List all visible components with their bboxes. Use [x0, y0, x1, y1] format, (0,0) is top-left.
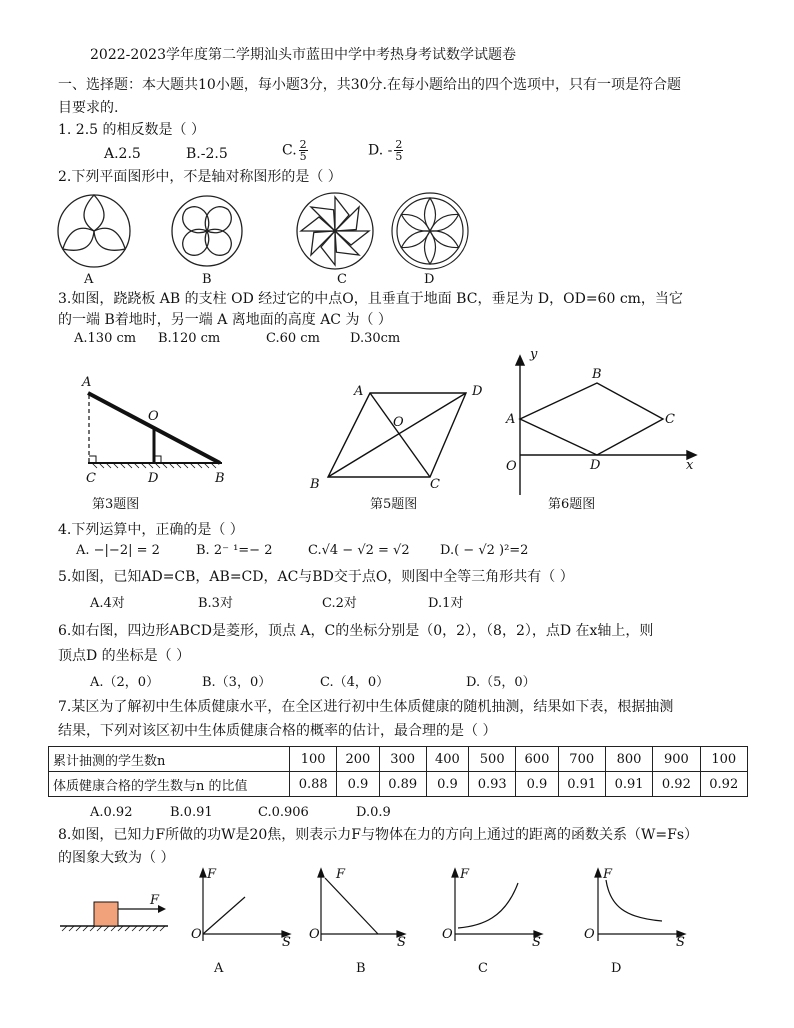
- section-1-line-1: 一、选择题：本大题共10小题，每小题3分，共30分.在每小题给出的四个选项中，只有一项是符合题: [58, 77, 681, 93]
- fig3-caption: 第3题图: [92, 497, 140, 512]
- q3-option-d: D.30cm: [350, 331, 401, 346]
- graph-curve-shape: [203, 897, 245, 934]
- table-cell: 0.88: [290, 772, 337, 797]
- fig5-point-b: B: [310, 477, 320, 492]
- q2-figure-b: [172, 196, 242, 266]
- q1-option-d-letter: D. -: [368, 142, 393, 159]
- q7-option-b: B.0.91: [170, 805, 213, 820]
- q8-label-c: C: [478, 961, 488, 976]
- fig3-point-d: D: [148, 471, 159, 486]
- petal-shape: [89, 222, 130, 257]
- q5-option-d: D.1对: [428, 596, 464, 611]
- table-cell: 0.92: [653, 772, 700, 797]
- fig6-point-b: B: [592, 367, 602, 382]
- q7-line-1: 7.某区为了解初中生体质健康水平，在全区进行初中生体质健康的随机抽测，结果如下表，根据抽测: [58, 699, 674, 715]
- fig5-point-a: A: [354, 384, 364, 399]
- table-cell: 500: [469, 747, 516, 772]
- exam-title: 2022-2023学年度第二学期汕头市蓝田中学中考热身考试数学试题卷: [90, 47, 516, 63]
- q8-graph-d-origin: O: [584, 927, 595, 942]
- petal-shape: [425, 231, 436, 264]
- table-cell: 900: [653, 747, 700, 772]
- q7-line-2: 结果，下列对该区初中生体质健康合格的概率的估计，最合理的是（ ）: [58, 723, 497, 739]
- fig5-caption: 第5题图: [370, 497, 418, 512]
- q8-label-d: D: [611, 961, 622, 976]
- petal-shape: [399, 226, 433, 252]
- q8-line-2: 的图象大致为（ ）: [58, 850, 175, 866]
- table-row-header: 累计抽测的学生数n: [49, 747, 290, 772]
- q8-graph-d-axis-y: F: [603, 867, 613, 882]
- q6-option-c: C.（4，0）: [320, 675, 390, 690]
- fraction-numerator: 2: [395, 138, 403, 151]
- pinwheel-blade-shape: [301, 217, 335, 231]
- fig3-point-c: C: [86, 471, 96, 486]
- q6-option-a: A.（2，0）: [90, 675, 160, 690]
- table-cell: 700: [558, 747, 605, 772]
- fig6-point-d: D: [590, 458, 601, 473]
- q8-graph-c-origin: O: [442, 927, 453, 942]
- right-angle-mark-shape: [89, 456, 96, 463]
- fig6-point-c: C: [665, 412, 675, 427]
- table-cell: 0.92: [700, 772, 747, 797]
- petal-shape: [425, 198, 436, 231]
- q8-graph-a-axis-y: F: [207, 867, 217, 882]
- q5-option-c: C.2对: [322, 596, 357, 611]
- q7-option-c: C.0.906: [258, 805, 309, 820]
- table-cell: 0.9: [426, 772, 468, 797]
- q2-label-a: A: [84, 272, 94, 287]
- q1-stem: 1. 2.5 的相反数是（ ）: [58, 122, 205, 138]
- fig5-point-c: C: [430, 477, 440, 492]
- fig5-point-d: D: [472, 384, 483, 399]
- q4-option-d: D.( − √2 )²=2: [440, 543, 529, 558]
- table-row: [49, 747, 748, 772]
- q1-option-c: [282, 139, 310, 162]
- table-row: [49, 772, 748, 797]
- petal-shape: [177, 201, 215, 239]
- q2-label-b: B: [202, 272, 212, 287]
- petal-shape: [199, 201, 237, 239]
- q3-line-1: 3.如图，跷跷板 AB 的支柱 OD 经过它的中点O，且垂直于地面 BC，垂足为 D，OD=60 cm，当它: [58, 291, 683, 307]
- petal-shape: [427, 226, 461, 252]
- block-shape: [94, 902, 118, 926]
- diagonal-ac-shape: [370, 393, 430, 477]
- q1-option-b: B.-2.5: [186, 146, 228, 162]
- graph-curve-shape: [458, 883, 518, 928]
- q1-option-c-fraction: [299, 139, 308, 162]
- q7-option-d: D.0.9: [356, 805, 391, 820]
- pinwheel-blade-shape: [321, 231, 335, 265]
- q1-option-d: [368, 139, 405, 162]
- q3-option-c: C.60 cm: [266, 331, 320, 346]
- q8-label-b: B: [356, 961, 366, 976]
- q8-graph-b-axis-x: S: [397, 935, 406, 950]
- fig6-point-a: A: [506, 412, 516, 427]
- fig3-point-b: B: [215, 471, 225, 486]
- q6-line-2: 顶点D 的坐标是（ ）: [58, 648, 191, 664]
- table-cell: 400: [426, 747, 468, 772]
- q2-label-d: D: [424, 272, 435, 287]
- q5-option-b: B.3对: [198, 596, 233, 611]
- q7-option-a: A.0.92: [90, 805, 133, 820]
- fraction-numerator: 2: [299, 138, 307, 151]
- fig5-parallelogram: [328, 393, 466, 477]
- q1-option-a: A.2.5: [104, 146, 141, 162]
- table-cell: 100: [290, 747, 337, 772]
- fig3-point-a: A: [82, 375, 92, 390]
- petal-shape: [58, 222, 99, 257]
- graph-curve-shape: [325, 878, 378, 934]
- y-axis-arrow-shape: [516, 356, 524, 365]
- q5-option-a: A.4对: [90, 596, 125, 611]
- q3-option-a: A.130 cm: [74, 331, 137, 346]
- table-cell: 800: [605, 747, 652, 772]
- petal-shape: [199, 223, 237, 261]
- pinwheel-blade-shape: [335, 231, 369, 245]
- q4-stem: 4.下列运算中，正确的是（ ）: [58, 522, 244, 538]
- petal-shape: [427, 210, 461, 236]
- fig6-axis-y: y: [530, 347, 538, 362]
- q1-option-c-letter: C.: [282, 142, 297, 159]
- q8-label-a: A: [214, 961, 224, 976]
- q8-graph-a-origin: O: [191, 927, 202, 942]
- q2-figure-d: [392, 193, 468, 269]
- q6-option-b: B.（3，0）: [202, 675, 272, 690]
- fig3-point-o: O: [148, 409, 159, 424]
- petal-shape: [177, 223, 215, 261]
- table-cell: 0.91: [605, 772, 652, 797]
- q3-option-b: B.120 cm: [158, 331, 221, 346]
- q2-stem: 2.下列平面图形中，不是轴对称图形的是（ ）: [58, 169, 342, 185]
- graph-curve-shape: [606, 880, 662, 921]
- table-cell: 300: [379, 747, 426, 772]
- q7-table: [48, 746, 748, 797]
- q8-graph-c-axis-y: F: [460, 867, 470, 882]
- q1-option-d-fraction: [394, 139, 403, 162]
- pinwheel-blade-shape: [335, 197, 349, 231]
- q8-graph-b-axis-y: F: [336, 867, 346, 882]
- q2-figure-c: [297, 193, 373, 269]
- fig6-origin-o: O: [506, 459, 517, 474]
- rhombus-shape: [520, 383, 663, 455]
- q4-option-a: A. −|−2| = 2: [76, 543, 160, 558]
- fig6-caption: 第6题图: [548, 497, 596, 512]
- q8-force-label: F: [150, 893, 160, 908]
- q3-line-2: 的一端 B着地时，另一端 A 离地面的高度 AC 为（ ）: [58, 312, 392, 328]
- q6-option-d: D.（5，0）: [466, 675, 536, 690]
- table-cell: 600: [516, 747, 558, 772]
- q2-label-c: C: [337, 272, 347, 287]
- fig3-seesaw: [88, 393, 222, 468]
- petal-shape: [399, 210, 433, 236]
- q4-option-b: B. 2⁻ ¹=− 2: [196, 543, 273, 558]
- q8-graph-b-origin: O: [309, 927, 320, 942]
- q6-line-1: 6.如右图，四边形ABCD是菱形，顶点 A，C的坐标分别是（0，2），（8，2），点D 在x轴上，则: [58, 623, 654, 639]
- fig5-point-o: O: [393, 415, 404, 430]
- table-row-header: 体质健康合格的学生数与n 的比值: [49, 772, 290, 797]
- fraction-denominator: 5: [395, 150, 403, 163]
- table-cell: 0.9: [516, 772, 558, 797]
- table-cell: 200: [337, 747, 379, 772]
- section-1-line-2: 目要求的.: [58, 100, 119, 116]
- table-cell: 0.9: [337, 772, 379, 797]
- force-arrow-head-shape: [158, 905, 166, 913]
- q8-graph-a-axis-x: S: [282, 935, 291, 950]
- q8-line-1: 8.如图，已知力F所做的功W是20焦，则表示力F与物体在力的方向上通过的距离的函数关系（W=Fs）: [58, 827, 699, 843]
- q2-figure-a: [58, 195, 130, 267]
- table-cell: 0.91: [558, 772, 605, 797]
- fig6-axis-x: x: [686, 458, 694, 473]
- table-cell: 0.93: [469, 772, 516, 797]
- q8-graph-b: [318, 869, 405, 941]
- q8-graph-d-axis-x: S: [676, 935, 685, 950]
- q8-graph-c-axis-x: S: [532, 935, 541, 950]
- q5-stem: 5.如图，已知AD=CB，AB=CD，AC与BD交于点O，则图中全等三角形共有（ ）: [58, 569, 574, 585]
- table-cell: 100: [700, 747, 747, 772]
- petal-shape: [84, 195, 104, 231]
- q4-option-c: C.√4 − √2 = √2: [308, 543, 410, 558]
- table-cell: 0.89: [379, 772, 426, 797]
- q2-figures: [0, 188, 794, 288]
- fraction-denominator: 5: [299, 150, 307, 163]
